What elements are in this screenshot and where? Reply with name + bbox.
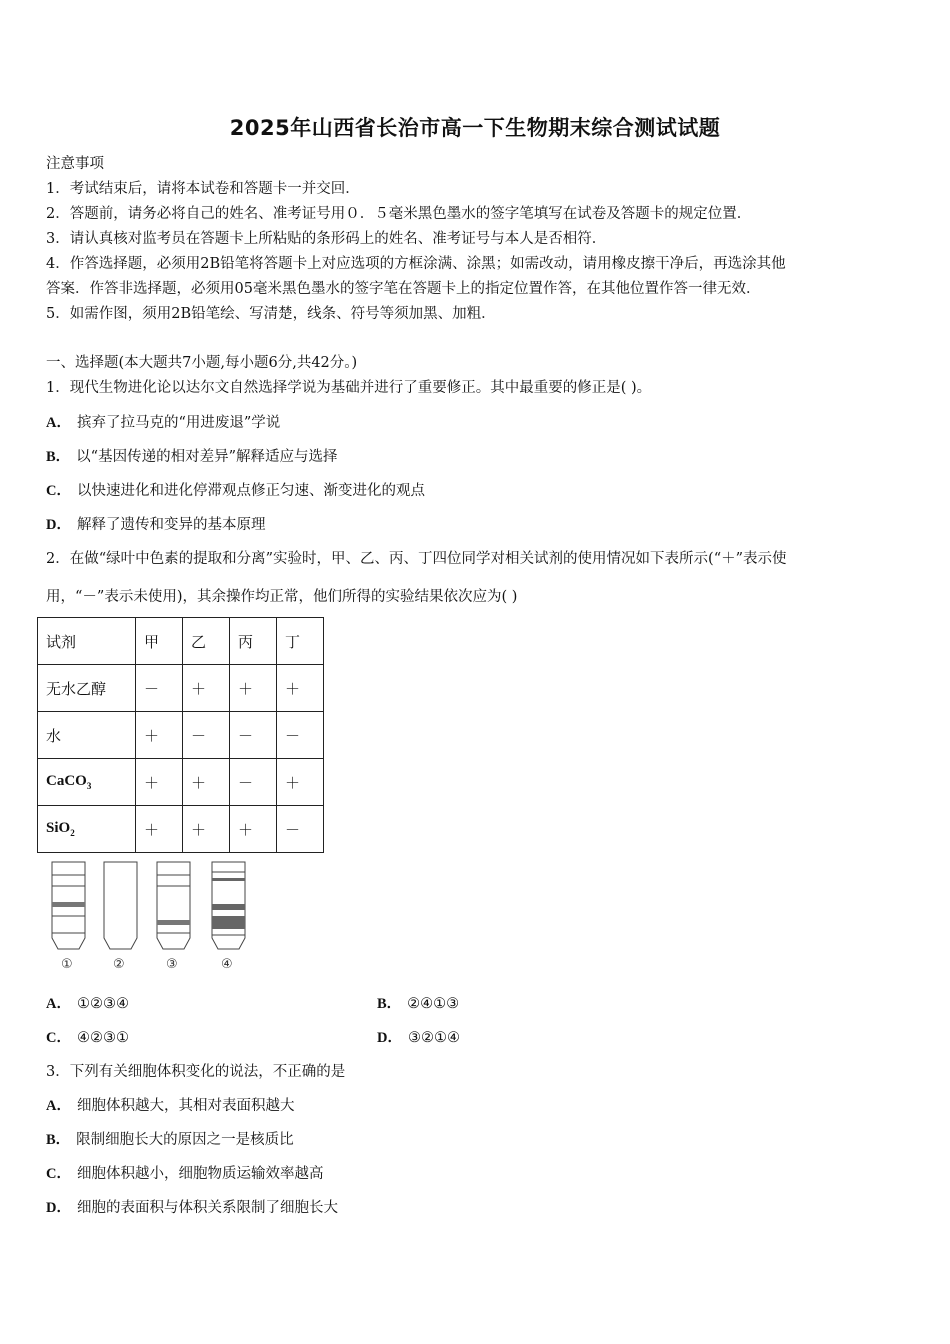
option-label: A． <box>46 996 71 1012</box>
test-tube-2 <box>104 862 137 949</box>
option-text: ④②③① <box>76 1030 129 1046</box>
tube-label: ① <box>61 957 73 972</box>
table-cell: ＋ <box>277 665 324 712</box>
test-tube-1 <box>52 862 85 949</box>
option-text: 摈弃了拉马克的“用进废退”学说 <box>76 415 281 431</box>
q3-option-a <box>46 1094 294 1115</box>
table-cell: － <box>230 712 277 759</box>
chromatography-figure <box>40 858 260 973</box>
table-cell: ＋ <box>230 665 277 712</box>
section-heading: 一、选择题(本大题共7小题,每小题6分,共42分。) <box>46 355 358 371</box>
table-cell: － <box>183 712 230 759</box>
option-text: 细胞体积越大，其相对表面积越大 <box>76 1098 295 1114</box>
table-cell: ＋ <box>277 759 324 806</box>
table-header-cell: 乙 <box>183 618 230 665</box>
table-cell: ＋ <box>183 665 230 712</box>
table-row <box>38 759 324 806</box>
option-label: C． <box>46 483 71 499</box>
q2-option-b <box>377 992 459 1013</box>
notice-item: 3．请认真核对监考员在答题卡上所粘贴的条形码上的姓名、准考证号与本人是否相符． <box>46 231 607 247</box>
table-cell: ＋ <box>183 806 230 853</box>
table-cell: － <box>230 759 277 806</box>
question-3-stem: 3．下列有关细胞体积变化的说法，不正确的是 <box>46 1064 346 1080</box>
option-text: ③②①④ <box>407 1030 460 1046</box>
reagent-name: 水 <box>38 712 136 759</box>
option-text: 以快速进化和进化停滞观点修正匀速、渐变进化的观点 <box>76 483 425 499</box>
notice-item: 5．如需作图，须用2B铅笔绘、写清楚，线条、符号等须加黑、加粗． <box>46 306 496 322</box>
formula: SiO <box>46 820 71 836</box>
option-label: B． <box>377 996 402 1012</box>
table-cell: ＋ <box>136 759 183 806</box>
option-label: D． <box>46 517 71 533</box>
formula: CaCO <box>46 773 87 789</box>
q2-option-a <box>46 992 129 1013</box>
table-header-cell: 丙 <box>230 618 277 665</box>
option-label: D． <box>46 1200 71 1216</box>
tube-label: ④ <box>221 957 233 972</box>
table-row <box>38 806 324 853</box>
table-header-cell: 甲 <box>136 618 183 665</box>
notice-item: 1．考试结束后，请将本试卷和答题卡一并交回． <box>46 181 360 197</box>
option-text: ②④①③ <box>407 996 460 1012</box>
notice-item: 答案．作答非选择题，必须用05毫米黑色墨水的签字笔在答题卡上的指定位置作答，在其他位置作答一律无效． <box>46 281 761 297</box>
table-header-cell: 丁 <box>277 618 324 665</box>
q3-option-c <box>46 1162 323 1183</box>
q3-option-d <box>46 1196 338 1217</box>
reagent-table <box>37 617 324 853</box>
table-row <box>38 665 324 712</box>
notice-heading: 注意事项 <box>46 156 104 172</box>
option-text: 解释了遗传和变异的基本原理 <box>76 517 266 533</box>
q3-option-b <box>46 1128 294 1149</box>
question-2-stem: 用，“－”表示未使用)，其余操作均正常，他们所得的实验结果依次应为( ) <box>46 589 518 605</box>
option-label: D． <box>377 1030 402 1046</box>
test-tube-4 <box>212 862 245 949</box>
table-cell: ＋ <box>136 806 183 853</box>
option-text: 限制细胞长大的原因之一是核质比 <box>76 1132 294 1148</box>
reagent-name: 无水乙醇 <box>38 665 136 712</box>
table-cell: － <box>136 665 183 712</box>
table-cell: ＋ <box>230 806 277 853</box>
option-text: ①②③④ <box>76 996 129 1012</box>
option-label: B． <box>46 449 71 465</box>
table-cell: ＋ <box>183 759 230 806</box>
option-label: C． <box>46 1030 71 1046</box>
notice-item: 4．作答选择题，必须用2B铅笔将答题卡上对应选项的方框涂满、涂黑；如需改动，请用橡皮擦干净后，再选涂其他 <box>46 256 786 272</box>
q1-option-b <box>46 445 338 466</box>
option-label: A． <box>46 415 71 431</box>
formula-subscript: 3 <box>86 781 92 791</box>
q2-option-d <box>377 1026 460 1047</box>
q1-option-a <box>46 411 280 432</box>
table-cell: ＋ <box>136 712 183 759</box>
option-text: 细胞体积越小，细胞物质运输效率越高 <box>76 1166 324 1182</box>
question-2-stem: 2．在做“绿叶中色素的提取和分离”实验时，甲、乙、丙、丁四位同学对相关试剂的使用情况如下表所示(“＋”表示使 <box>46 551 787 567</box>
table-row <box>38 712 324 759</box>
table-cell: － <box>277 806 324 853</box>
tube-label: ③ <box>166 957 178 972</box>
reagent-name <box>38 759 136 806</box>
option-label: C． <box>46 1166 71 1182</box>
page-title: 2025年山西省长治市高一下生物期末综合测试试题 <box>229 116 721 140</box>
q2-option-c <box>46 1026 129 1047</box>
reagent-name <box>38 806 136 853</box>
option-text: 以“基因传递的相对差异”解释适应与选择 <box>76 449 338 465</box>
notice-item: 2．答题前，请务必将自己的姓名、准考证号用０．５毫米黑色墨水的签字笔填写在试卷及答题卡的规定位置． <box>46 206 752 222</box>
table-header-row <box>38 618 324 665</box>
formula-subscript: 2 <box>70 828 75 838</box>
test-tube-3 <box>157 862 190 949</box>
option-label: A． <box>46 1098 71 1114</box>
tube-label: ② <box>113 957 125 972</box>
question-1-stem: 1．现代生物进化论以达尔文自然选择学说为基础并进行了重要修正。其中最重要的修正是( )。 <box>46 380 652 396</box>
q1-option-c <box>46 479 425 500</box>
option-label: B． <box>46 1132 71 1148</box>
table-header-cell: 试剂 <box>38 618 136 665</box>
option-text: 细胞的表面积与体积关系限制了细胞长大 <box>76 1200 338 1216</box>
q1-option-d <box>46 513 265 534</box>
table-cell: － <box>277 712 324 759</box>
